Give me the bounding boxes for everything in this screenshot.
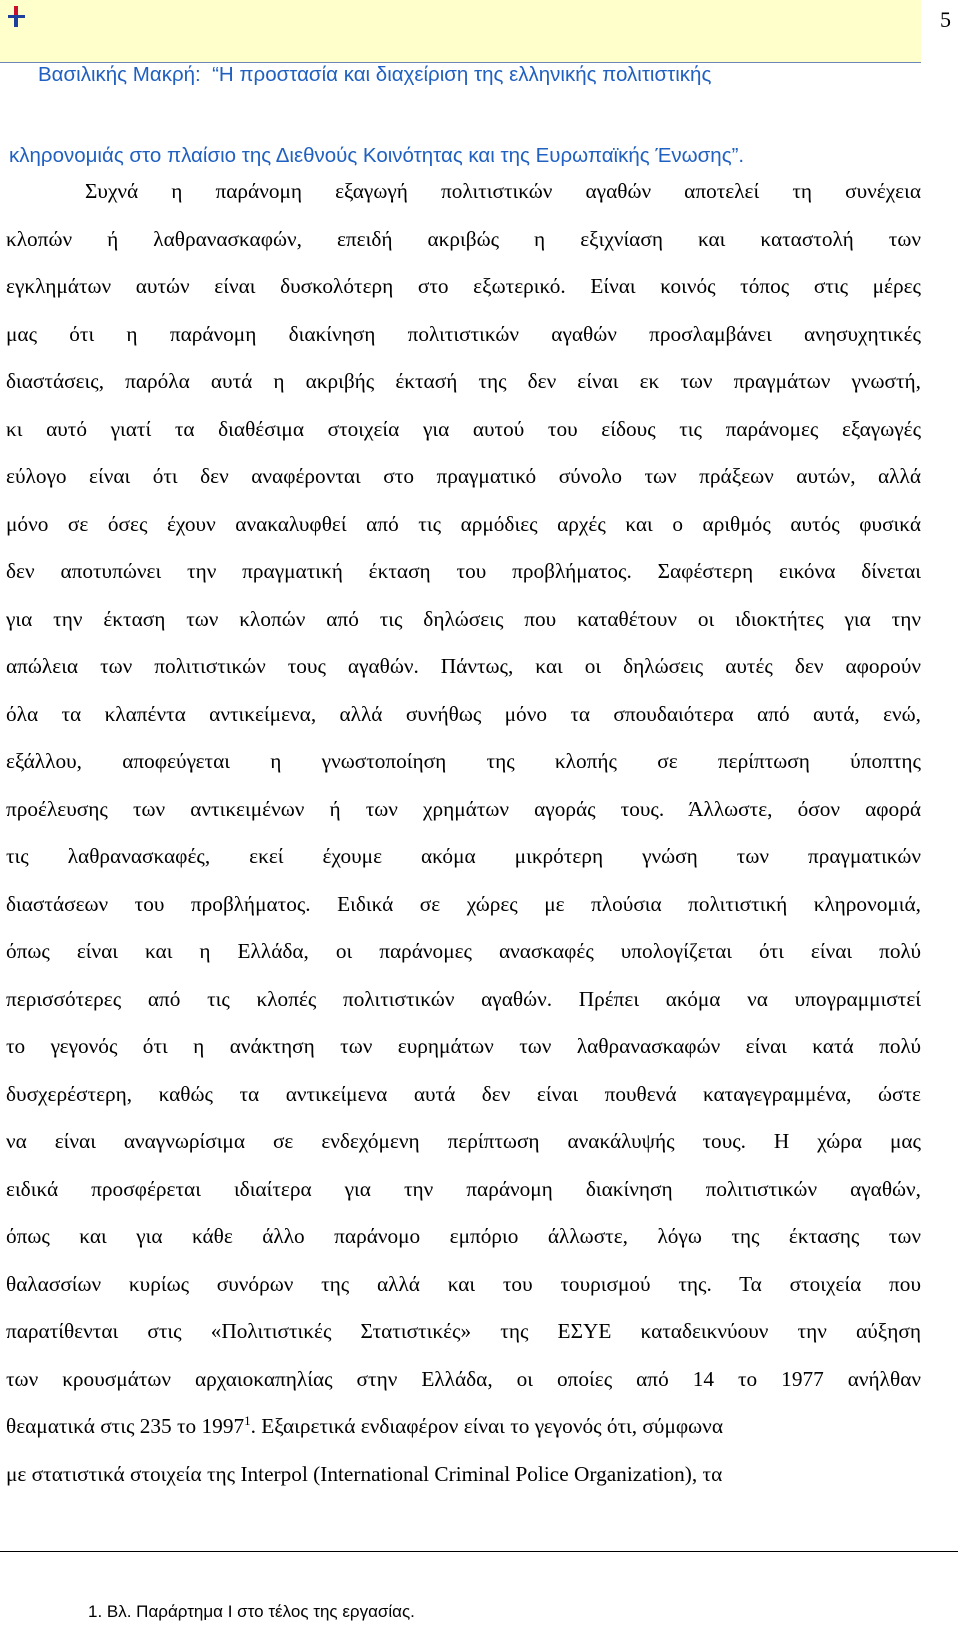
paragraph-line: κλοπών ή λαθρανασκαφών, επειδή ακριβώς η εξιχνίαση και καταστολή των	[6, 226, 921, 251]
paragraph-line: δυσχερέστερη, καθώς τα αντικείμενα αυτά δεν είναι πουθενά καταγεγραμμένα, ώστε	[6, 1081, 921, 1106]
paragraph-line: θαλασσίων κυρίως συνόρων της αλλά και του τουρισμού της. Τα στοιχεία που	[6, 1271, 921, 1296]
paragraph-line: διαστάσεις, παρόλα αυτά η ακριβής έκτασή της δεν είναι εκ των πραγμάτων γνωστή,	[6, 369, 921, 393]
footnote-separator	[0, 1551, 958, 1552]
footnote: 1. Βλ. Παράρτημα Ι στο τέλος της εργασίας.	[88, 1602, 415, 1621]
footnote-reference[interactable]: 1	[244, 1413, 251, 1428]
paragraph-line: το γεγονός ότι η ανάκτηση των ευρημάτων των λαθρανασκαφών είναι κατά πολύ	[6, 1034, 921, 1058]
paragraph-line: των κρουσμάτων αρχαιοκαπηλίας στην Ελλάδα, οι οποίες από 14 το 1977 ανήλθαν	[6, 1366, 921, 1391]
paragraph-line: παρατίθενται στις «Πολιτιστικές Στατιστικές» της ΕΣΥΕ καταδεικνύουν την αύξηση	[6, 1319, 921, 1343]
paragraph-line: τις λαθρανασκαφές, εκεί έχουμε ακόμα μικρότερη γνώση των πραγματικών	[6, 844, 921, 868]
paragraph-line: ειδικά προσφέρεται ιδιαίτερα για την παράνομη διακίνηση πολιτιστικών αγαθών,	[6, 1176, 921, 1201]
paragraph-line	[6, 1403, 921, 1451]
paragraph-line: όπως είναι και η Ελλάδα, οι παράνομες ανασκαφές υπολογίζεται ότι είναι πολύ	[6, 939, 921, 963]
paragraph-line: μόνο σε όσες έχουν ανακαλυφθεί από τις αρμόδιες αρχές και ο αριθμός αυτός φυσικά	[6, 511, 921, 536]
paragraph-line: για την έκταση των κλοπών από τις δηλώσεις που καταθέτουν οι ιδιοκτήτες για την	[6, 606, 921, 631]
paragraph-line: εξάλλου, αποφεύγεται η γνωστοποίηση της κλοπής σε περίπτωση ύποπτης	[6, 749, 921, 773]
paragraph-line: διαστάσεων του προβλήματος. Ειδικά σε χώρες με πλούσια πολιτιστική κληρονομιά,	[6, 891, 921, 916]
header-line-2: κληρονομιάς στο πλαίσιο της Διεθνούς Κοινότητας και της Ευρωπαϊκής Ένωσης”.	[9, 144, 745, 167]
paragraph-line: κι αυτό γιατί τα διαθέσιμα στοιχεία για αυτού του είδους τις παράνομες εξαγωγές	[6, 416, 921, 441]
paragraph-line: να είναι αναγνωρίσιμα σε ενδεχόμενη περίπτωση ανακάλυψής τους. Η χώρα μας	[6, 1129, 921, 1153]
paragraph-line: όπως και για κάθε άλλο παράνομο εμπόριο άλλωστε, λόγω της έκτασης των	[6, 1224, 921, 1248]
paragraph-line-part: . Εξαιρετικά ενδιαφέρον είναι το γεγονός ότι, σύμφωνα	[250, 1414, 723, 1438]
paragraph-line: δεν αποτυπώνει την πραγματική έκταση του προβλήματος. Σαφέστερη εικόνα δίνεται	[6, 559, 921, 583]
paragraph-line: όλα τα κλαπέντα αντικείμενα, αλλά συνήθως μόνο τα σπουδαιότερα από αυτά, ενώ,	[6, 701, 921, 726]
paragraph-line: με στατιστικά στοιχεία της Interpol (International Criminal Police Organization), τα	[6, 1461, 723, 1486]
paragraph-line: περισσότερες από τις κλοπές πολιτιστικών αγαθών. Πρέπει ακόμα να υπογραμμιστεί	[6, 986, 921, 1011]
paragraph-line: προέλευσης των αντικειμένων ή των χρημάτων αγοράς τους. Άλλωστε, όσον αφορά	[6, 796, 921, 821]
page-number: 5	[940, 7, 951, 32]
paragraph-line: απώλεια των πολιτιστικών τους αγαθών. Πάντως, και οι δηλώσεις αυτές δεν αφορούν	[6, 654, 921, 678]
paragraph-line-part: θεαματικά στις 235 το 1997	[6, 1414, 245, 1438]
body-paragraph	[6, 168, 921, 1498]
paragraph-line: εγκλημάτων αυτών είναι δυσκολότερη στο εξωτερικό. Είναι κοινός τόπος στις μέρες	[6, 274, 921, 298]
running-header	[0, 0, 921, 167]
paragraph-line: Συχνά η παράνομη εξαγωγή πολιτιστικών αγαθών αποτελεί τη συνέχεια	[85, 179, 921, 203]
header-line-1: Βασιλικής Μακρή: “Η προστασία και διαχείριση της ελληνικής πολιτιστικής	[38, 63, 712, 86]
paragraph-line: εύλογο είναι ότι δεν αναφέρονται στο πραγματικό σύνολο των πράξεων αυτών, αλλά	[6, 464, 921, 488]
paragraph-line: μας ότι η παράνομη διακίνηση πολιτιστικών αγαθών προσλαμβάνει ανησυχητικές	[6, 321, 921, 346]
